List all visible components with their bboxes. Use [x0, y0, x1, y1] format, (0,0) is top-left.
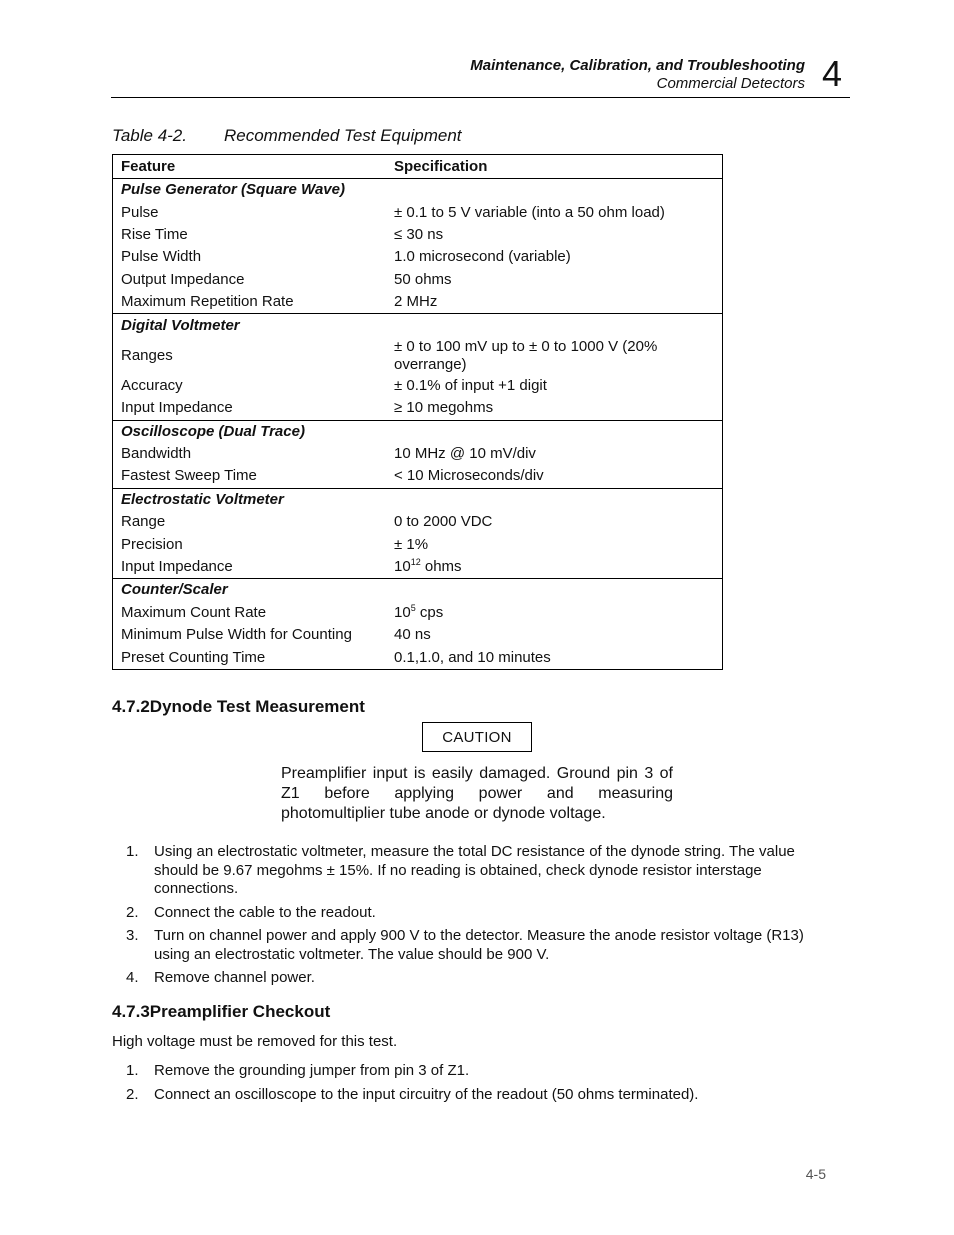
step-number: 1.: [126, 843, 139, 860]
spec-cell: ≤ 30 ns: [394, 225, 444, 243]
table-caption-number: Table 4-2.: [112, 126, 187, 145]
spec-cell: ≥ 10 megohms: [394, 399, 494, 417]
spec-cell: < 10 Microseconds/div: [394, 467, 544, 485]
feature-cell: Maximum Count Rate: [121, 603, 267, 621]
feature-cell: Accuracy: [121, 376, 183, 394]
spec-unit: ohms: [420, 558, 462, 576]
table-row: [113, 375, 723, 397]
spec-exponent: 5: [410, 602, 416, 613]
table-row: [113, 465, 723, 488]
spec-cell: 0 to 2000 VDC: [394, 513, 493, 531]
table-row: [113, 602, 723, 624]
spec-cell: ± 0.1 to 5 V variable (into a 50 ohm load): [394, 203, 665, 221]
group-title: Oscilloscope (Dual Trace): [113, 420, 723, 443]
table-row: [113, 224, 723, 246]
table-row: [113, 201, 723, 223]
header-subtitle: Commercial Detectors: [656, 75, 805, 92]
spec-cell: 50 ohms: [394, 270, 452, 288]
table-header-row: [113, 155, 723, 179]
column-header-specification: Specification: [386, 155, 723, 179]
preamp-steps-list: [112, 1062, 837, 1109]
table-caption-title: Recommended Test Equipment: [224, 126, 462, 145]
table-row: [113, 397, 723, 420]
feature-cell: Ranges: [121, 346, 173, 364]
step-number: 2.: [126, 903, 139, 921]
feature-cell: Input Impedance: [121, 399, 233, 417]
list-item: [112, 904, 837, 923]
feature-cell: Rise Time: [121, 225, 188, 243]
group-title: Counter/Scaler: [113, 579, 723, 602]
table-row: [113, 511, 723, 533]
step-number: 3.: [126, 927, 139, 944]
spec-unit: cps: [415, 603, 444, 621]
table-row: [113, 291, 723, 314]
feature-cell: Fastest Sweep Time: [121, 467, 257, 485]
step-text: Remove channel power.: [154, 969, 315, 986]
table-row: [113, 646, 723, 669]
group-pulse-generator: [113, 179, 723, 314]
spec-cell: ± 0.1% of input +1 digit: [394, 376, 547, 394]
step-text: Remove the grounding jumper from pin 3 of Z1.: [154, 1062, 470, 1079]
feature-cell: Range: [121, 513, 166, 531]
spec-cell: 2 MHz: [394, 293, 438, 311]
list-item: [112, 843, 837, 899]
table-row: [113, 624, 723, 646]
feature-cell: Bandwidth: [121, 445, 192, 463]
spec-cell: [386, 556, 723, 579]
chapter-number: 4: [821, 53, 842, 94]
spec-base: 10: [394, 603, 411, 621]
feature-cell: Pulse: [121, 203, 159, 221]
spec-cell: 40 ns: [394, 626, 431, 644]
spec-cell: ± 1%: [394, 535, 429, 553]
feature-cell: Precision: [121, 535, 183, 553]
test-equipment-table: [112, 154, 723, 670]
section-title-preamplifier: 4.7.3Preamplifier Checkout: [112, 1002, 331, 1021]
feature-cell: Output Impedance: [121, 270, 245, 288]
preamp-intro: High voltage must be removed for this test.: [112, 1033, 398, 1050]
page-number: 4-5: [805, 1166, 826, 1182]
spec-cell: [386, 602, 723, 624]
spec-cell: 10 MHz @ 10 mV/div: [394, 445, 536, 463]
header-title: Maintenance, Calibration, and Troubleshooting: [470, 57, 805, 74]
group-oscilloscope: [113, 420, 723, 488]
group-counter-scaler: [113, 579, 723, 670]
step-text: Connect the cable to the readout.: [154, 903, 376, 921]
group-title: Digital Voltmeter: [113, 314, 723, 337]
step-number: 1.: [126, 1062, 139, 1079]
table-row: [113, 533, 723, 555]
feature-cell: Minimum Pulse Width for Counting: [121, 626, 352, 644]
list-item: [112, 927, 837, 964]
caution-label: CAUTION: [422, 722, 532, 752]
feature-cell: Maximum Repetition Rate: [121, 293, 294, 311]
step-text: Turn on channel power and apply 900 V to the detector. Measure the anode resistor voltage (R13) using an electrostatic voltmeter. The value should be 900 V.: [154, 927, 804, 963]
list-item: [112, 969, 837, 988]
table-row: [113, 269, 723, 291]
group-digital-voltmeter: [113, 314, 723, 420]
page-header: [111, 55, 850, 98]
table-row: [113, 337, 723, 375]
group-electrostatic-voltmeter: [113, 488, 723, 579]
step-number: 4.: [126, 969, 139, 986]
column-header-feature: Feature: [113, 155, 387, 179]
dynode-steps-list: [112, 843, 837, 993]
feature-cell: Input Impedance: [121, 558, 233, 576]
spec-exponent: 12: [410, 557, 421, 568]
feature-cell: Preset Counting Time: [121, 648, 266, 666]
table-caption: [112, 126, 462, 146]
step-text: Connect an oscilloscope to the input circuitry of the readout (50 ohms terminated).: [154, 1085, 699, 1103]
list-item: [112, 1086, 837, 1105]
list-item: [112, 1062, 837, 1081]
step-text: Using an electrostatic voltmeter, measure the total DC resistance of the dynode string. The value should be 9.67 megohms ± 15%. If no reading is obtained, check dynode resistor interstage connections.: [154, 843, 795, 897]
group-title: Electrostatic Voltmeter: [113, 488, 723, 511]
table-row: [113, 246, 723, 268]
spec-cell: ± 0 to 100 mV up to ± 0 to 1000 V (20% overrange): [394, 337, 658, 373]
section-title-dynode: 4.7.2Dynode Test Measurement: [112, 697, 365, 716]
table-row: [113, 443, 723, 465]
caution-text: Preamplifier input is easily damaged. Ground pin 3 of Z1 before applying power and measuring photomultiplier tube anode or dynode voltage.: [281, 765, 673, 822]
feature-cell: Pulse Width: [121, 248, 202, 266]
group-title: Pulse Generator (Square Wave): [121, 181, 345, 199]
step-number: 2.: [126, 1085, 139, 1103]
table-row: [113, 556, 723, 579]
spec-cell: 0.1,1.0, and 10 minutes: [394, 648, 551, 666]
spec-cell: 1.0 microsecond (variable): [394, 248, 571, 266]
spec-base: 10: [394, 558, 411, 576]
header-titles: [470, 57, 805, 93]
